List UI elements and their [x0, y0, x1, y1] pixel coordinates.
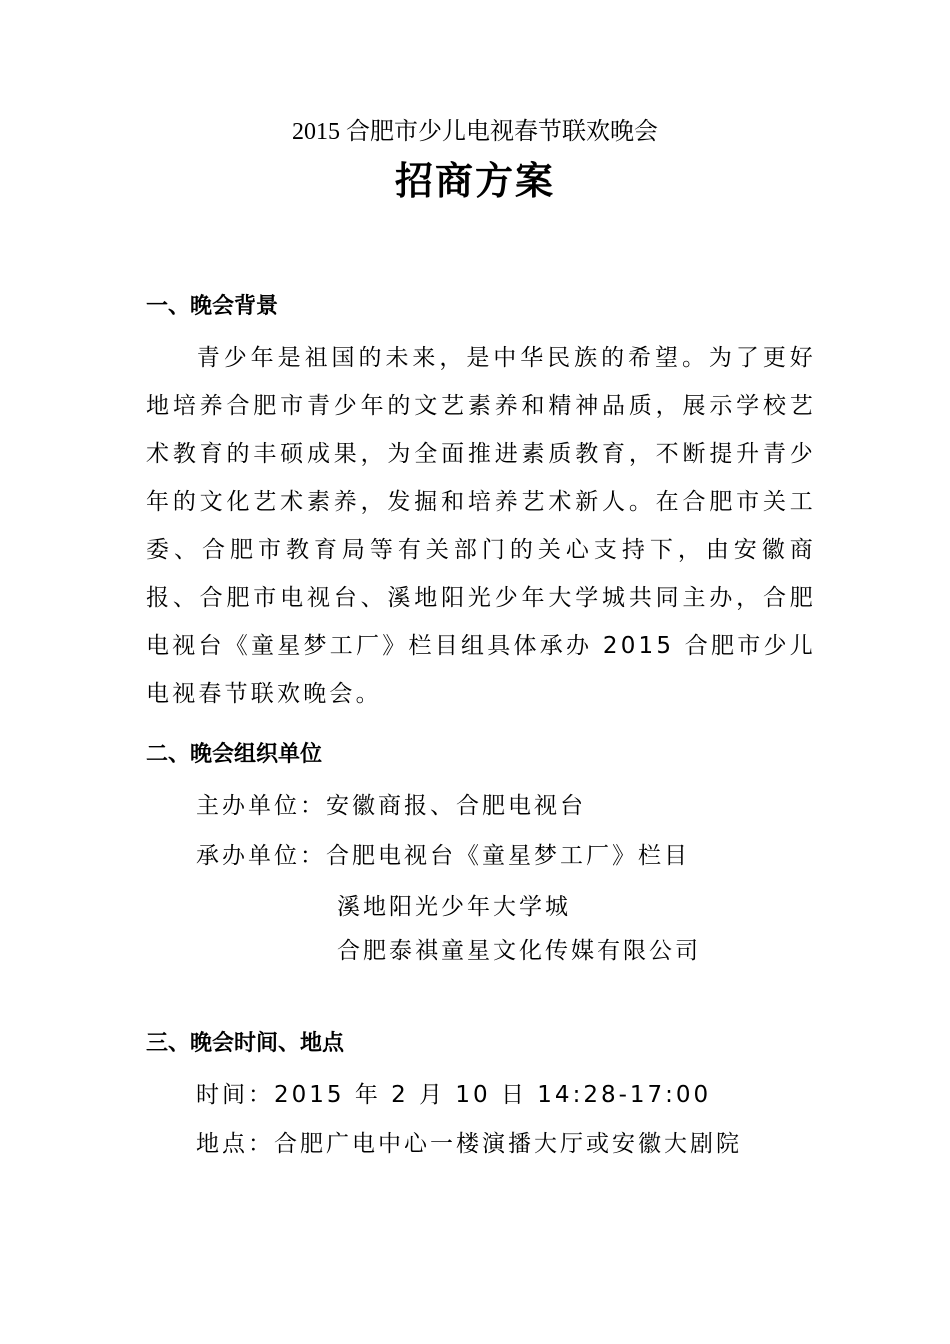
background-paragraph — [146, 334, 816, 718]
event-time-line: 时间：2015 年 2 月 10 日 14:28-17:00 — [196, 1082, 712, 1108]
event-place-line: 地点：合肥广电中心一楼演播大厅或安徽大剧院 — [196, 1131, 742, 1157]
document-subtitle: 2015 合肥市少儿电视春节联欢晚会 — [292, 119, 658, 145]
section-heading-time-place: 三、晚会时间、地点 — [146, 1030, 345, 1056]
document-title: 招商方案 — [394, 159, 555, 203]
organizer-undertaker-line-3: 合肥泰祺童星文化传媒有限公司 — [337, 938, 701, 964]
organizer-host-line: 主办单位：安徽商报、合肥电视台 — [196, 793, 586, 819]
background-paragraph-text: 青少年是祖国的未来，是中华民族的希望。为了更好地培养合肥市青少年的文艺素养和精神品质，展示学校艺术教育的丰硕成果，为全面推进素质教育，不断提升青少年的文化艺术素养，发掘和培养艺术新人。在合肥市关工委、合肥市教育局等有关部门的关心支持下，由安徽商报、合肥市电视台、溪地阳光少年大学城共同主办，合肥电视台《童星梦工厂》栏目组具体承办 2015 合肥市少儿电视春节联欢晚会。 — [146, 345, 816, 707]
section-heading-background: 一、晚会背景 — [146, 293, 279, 319]
organizer-undertaker-line-2: 溪地阳光少年大学城 — [337, 894, 571, 920]
section-heading-organizers: 二、晚会组织单位 — [146, 741, 323, 767]
organizer-undertaker-line: 承办单位：合肥电视台《童星梦工厂》栏目 — [196, 843, 690, 869]
